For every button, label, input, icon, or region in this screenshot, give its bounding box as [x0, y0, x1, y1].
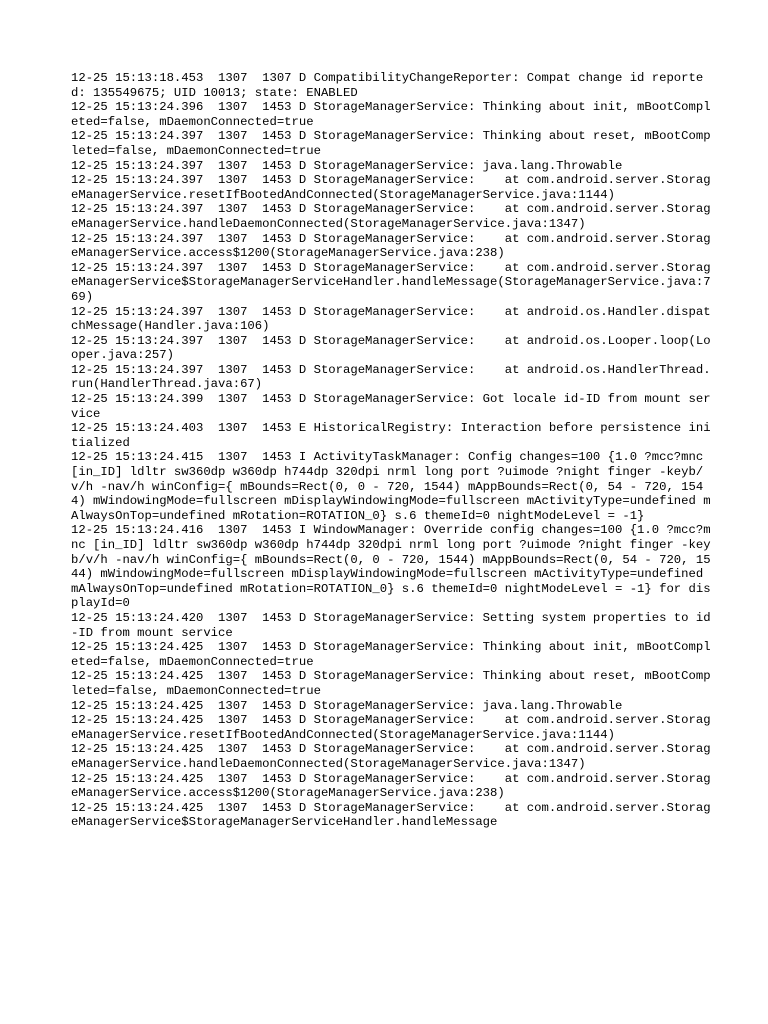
log-line: 12-25 15:13:24.397 1307 1453 D StorageManagerService: at com.android.server.StorageManagerService.handleDaemonConnected(StorageManagerService.java:1347): [71, 202, 711, 231]
log-line: 12-25 15:13:24.425 1307 1453 D StorageManagerService: at com.android.server.StorageManagerService.resetIfBootedAndConnected(StorageManagerService.java:1144): [71, 713, 711, 742]
log-line: 12-25 15:13:24.397 1307 1453 D StorageManagerService: at android.os.Handler.dispatchMessage(Handler.java:106): [71, 304, 711, 334]
log-line: 12-25 15:13:24.425 1307 1453 D StorageManagerService: java.lang.Throwable: [71, 698, 623, 713]
log-line: 12-25 15:13:24.403 1307 1453 E HistoricalRegistry: Interaction before persistence initialized: [71, 421, 711, 450]
log-line: 12-25 15:13:24.425 1307 1453 D StorageManagerService: Thinking about init, mBootCompleted=false, mDaemonConnected=true: [71, 640, 711, 669]
log-line: 12-25 15:13:24.420 1307 1453 D StorageManagerService: Setting system properties to id-ID from mount service: [71, 610, 711, 640]
log-line: 12-25 15:13:24.399 1307 1453 D StorageManagerService: Got locale id-ID from mount service: [71, 392, 711, 421]
log-line: 12-25 15:13:18.453 1307 1307 D CompatibilityChangeReporter: Compat change id reported: 135549675; UID 10013; state: ENABLED: [71, 71, 704, 100]
log-line: 12-25 15:13:24.425 1307 1453 D StorageManagerService: at com.android.server.StorageManagerService.handleDaemonConnected(StorageManagerService.java:1347): [71, 742, 711, 771]
log-line: 12-25 15:13:24.416 1307 1453 I WindowManager: Override config changes=100 {1.0 ?mcc?mnc [in_ID] ldltr sw360dp w360dp h744dp 320dpi nrml long port ?uimode ?night finger -keyb/v/h -nav/h winConfig={ mBounds=Rect(0, 0 - 720, 1544) mAppBounds=Rect(0, 54 - 720, 1544) mWindowingMode=fullscreen mDisplayWindowingMode=fullscreen mActivityType=undefined mAlwaysOnTop=undefined mRotation=ROTATION_0} s.6 themeId=0 nightModeLevel = -1} for displayId=0: [71, 523, 711, 611]
log-line: 12-25 15:13:24.397 1307 1453 D StorageManagerService: Thinking about reset, mBootCompleted=false, mDaemonConnected=true: [71, 129, 711, 158]
log-line: 12-25 15:13:24.397 1307 1453 D StorageManagerService: java.lang.Throwable: [71, 158, 623, 173]
log-line: 12-25 15:13:24.397 1307 1453 D StorageManagerService: at android.os.Looper.loop(Looper.java:257): [71, 333, 711, 363]
log-line: 12-25 15:13:24.397 1307 1453 D StorageManagerService: at com.android.server.StorageManagerService.access$1200(StorageManagerService.java:238): [71, 231, 711, 261]
log-line: 12-25 15:13:24.397 1307 1453 D StorageManagerService: at com.android.server.StorageManagerService.resetIfBootedAndConnected(StorageManagerService.java:1144): [71, 173, 711, 202]
log-line: 12-25 15:13:24.425 1307 1453 D StorageManagerService: at com.android.server.StorageManagerService$StorageManagerServiceHandler.handleMessage: [71, 800, 711, 830]
log-line: 12-25 15:13:24.425 1307 1453 D StorageManagerService: at com.android.server.StorageManagerService.access$1200(StorageManagerService.java:238): [71, 771, 711, 801]
log-line: 12-25 15:13:24.415 1307 1453 I ActivityTaskManager: Config changes=100 {1.0 ?mcc?mnc [in_ID] ldltr sw360dp w360dp h744dp 320dpi nrml long port ?uimode ?night finger -keyb/v/h -nav/h winConfig={ mBounds=Rect(0, 0 - 720, 1544) mAppBounds=Rect(0, 54 - 720, 1544) mWindowingMode=fullscreen mDisplayWindowingMode=fullscreen mActivityType=undefined mAlwaysOnTop=undefined mRotation=ROTATION_0} s.6 themeId=0 nightModeLevel = -1}: [71, 450, 711, 523]
log-line: 12-25 15:13:24.425 1307 1453 D StorageManagerService: Thinking about reset, mBootCompleted=false, mDaemonConnected=true: [71, 669, 711, 698]
log-line: 12-25 15:13:24.397 1307 1453 D StorageManagerService: at android.os.HandlerThread.run(HandlerThread.java:67): [71, 362, 711, 392]
log-line: 12-25 15:13:24.396 1307 1453 D StorageManagerService: Thinking about init, mBootCompleted=false, mDaemonConnected=true: [71, 100, 711, 129]
log-document: [71, 71, 711, 830]
log-line: 12-25 15:13:24.397 1307 1453 D StorageManagerService: at com.android.server.StorageManagerService$StorageManagerServiceHandler.handleMessage(StorageManagerService.java:769): [71, 260, 711, 304]
